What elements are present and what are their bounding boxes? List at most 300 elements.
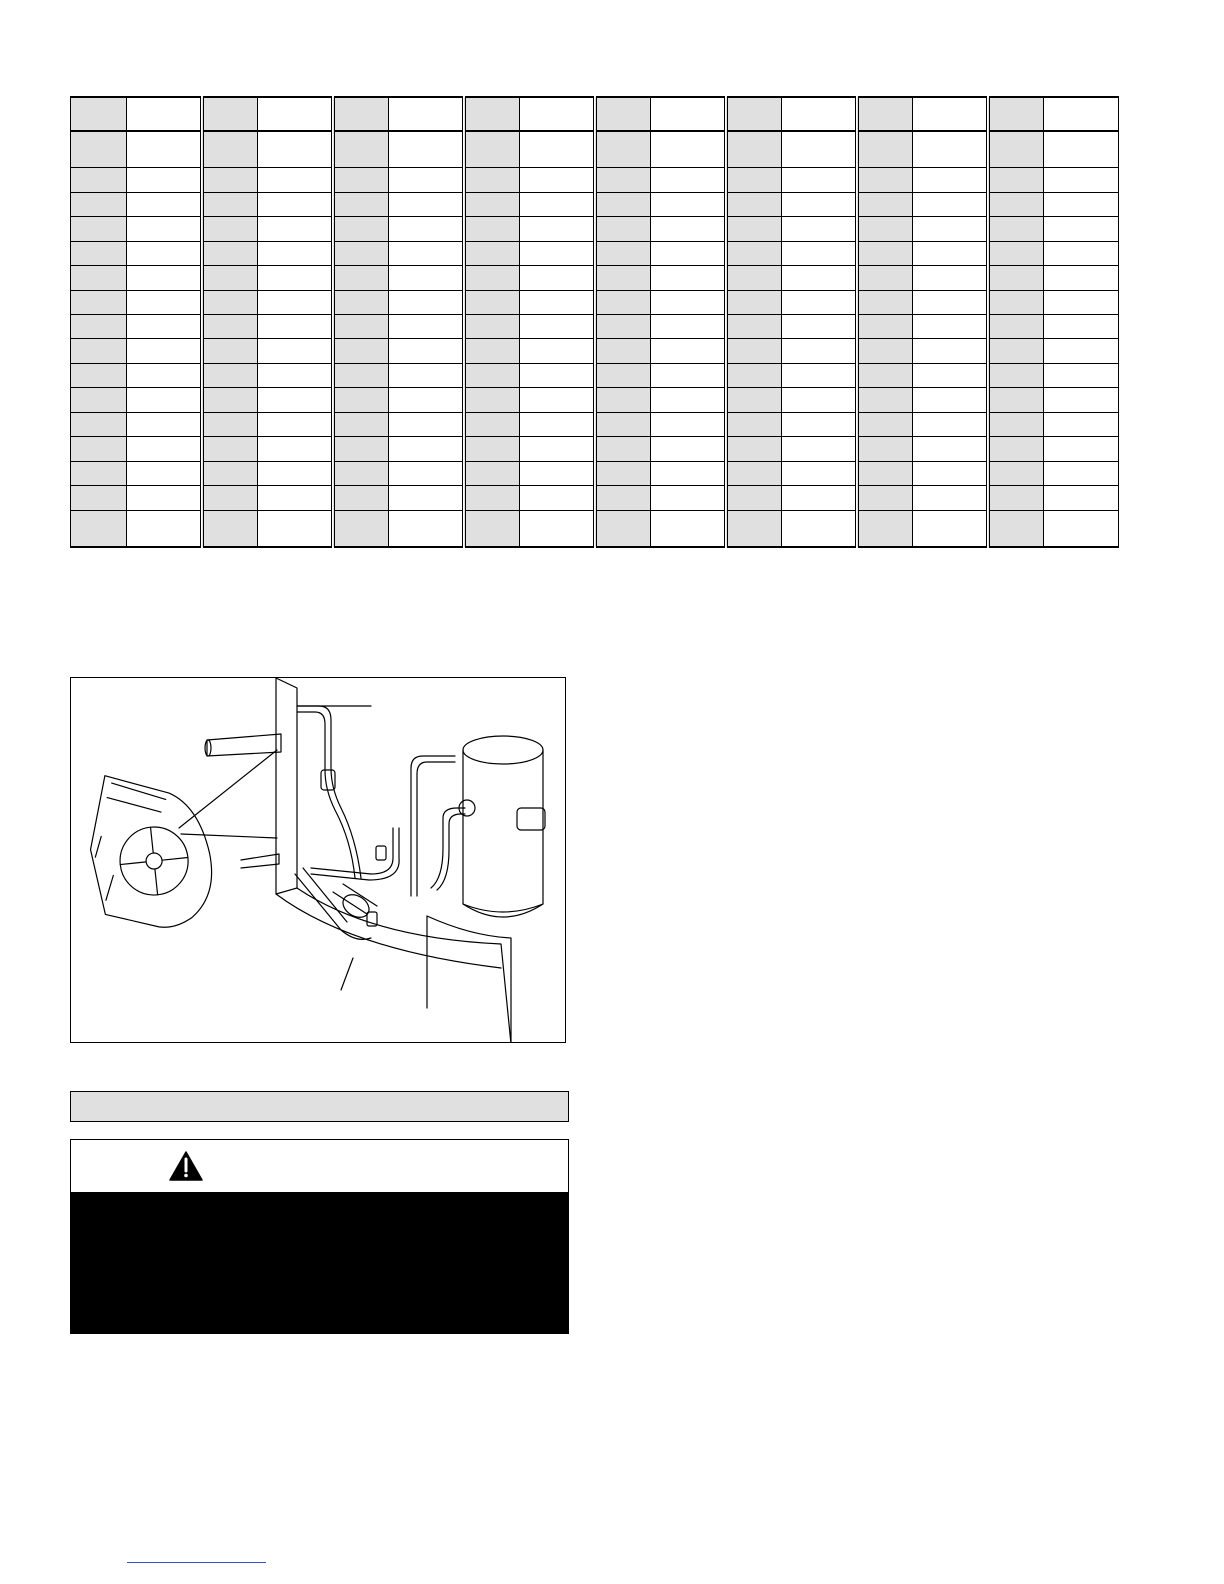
table-value-cell — [389, 192, 464, 216]
table-value-cell — [389, 131, 464, 168]
table-value-cell — [520, 290, 595, 314]
table-value-cell — [913, 131, 988, 168]
table-key-cell — [333, 486, 389, 510]
table-header-cell — [988, 97, 1044, 131]
table-value-cell — [782, 266, 857, 290]
table-value-cell — [258, 315, 333, 339]
table-value-cell — [258, 437, 333, 461]
table-value-cell — [258, 412, 333, 436]
table-key-cell — [333, 437, 389, 461]
table-row — [71, 241, 1119, 265]
table-value-cell — [389, 510, 464, 547]
table-value-cell — [258, 510, 333, 547]
table-key-cell — [857, 168, 913, 192]
table-value-cell — [782, 168, 857, 192]
table-value-cell — [913, 217, 988, 241]
table-key-cell — [333, 266, 389, 290]
table-row — [71, 217, 1119, 241]
table-value-cell — [258, 363, 333, 387]
table-key-cell — [333, 339, 389, 363]
table-key-cell — [464, 315, 520, 339]
table-key-cell — [595, 192, 651, 216]
table-key-cell — [71, 363, 127, 387]
table-key-cell — [857, 241, 913, 265]
table-value-cell — [1044, 131, 1119, 168]
table-value-cell — [651, 388, 726, 412]
access-panel-cover — [83, 766, 217, 935]
table-value-cell — [1044, 168, 1119, 192]
table-value-cell — [389, 315, 464, 339]
footer-link[interactable] — [127, 1552, 266, 1563]
table-value-cell — [520, 437, 595, 461]
table-header-cell — [464, 97, 520, 131]
table-key-cell — [464, 510, 520, 547]
table-key-cell — [988, 266, 1044, 290]
table-value-cell — [1044, 363, 1119, 387]
table-value-cell — [782, 412, 857, 436]
table-key-cell — [464, 388, 520, 412]
table-key-cell — [726, 290, 782, 314]
table-key-cell — [857, 461, 913, 485]
table-key-cell — [595, 363, 651, 387]
table-value-cell — [389, 412, 464, 436]
table-key-cell — [595, 131, 651, 168]
table-row — [71, 266, 1119, 290]
warning-body — [71, 1192, 568, 1333]
table-key-cell — [726, 168, 782, 192]
table-key-cell — [595, 241, 651, 265]
table-key-cell — [726, 315, 782, 339]
unit-illustration-figure — [70, 677, 566, 1043]
table-value-cell — [782, 315, 857, 339]
table-key-cell — [333, 217, 389, 241]
table-value-cell — [389, 437, 464, 461]
table-key-cell — [202, 388, 258, 412]
table-key-cell — [71, 486, 127, 510]
table-key-cell — [202, 217, 258, 241]
table-value-cell — [651, 131, 726, 168]
table-key-cell — [333, 461, 389, 485]
table-key-cell — [988, 486, 1044, 510]
table-value-cell — [520, 168, 595, 192]
table-key-cell — [988, 510, 1044, 547]
table-key-cell — [464, 217, 520, 241]
table-key-cell — [202, 241, 258, 265]
table-key-cell — [595, 266, 651, 290]
table-value-cell — [782, 486, 857, 510]
table-value-cell — [127, 363, 202, 387]
table-value-cell — [389, 363, 464, 387]
table-header-cell — [857, 97, 913, 131]
table-key-cell — [71, 217, 127, 241]
table-value-cell — [913, 510, 988, 547]
table-key-cell — [71, 315, 127, 339]
table-key-cell — [202, 266, 258, 290]
table-value-cell — [913, 486, 988, 510]
table-value-cell — [520, 339, 595, 363]
table-value-cell — [651, 461, 726, 485]
table-key-cell — [71, 461, 127, 485]
table-key-cell — [595, 315, 651, 339]
table-key-cell — [857, 363, 913, 387]
table-key-cell — [464, 241, 520, 265]
table-key-cell — [726, 192, 782, 216]
table-key-cell — [333, 412, 389, 436]
table-key-cell — [202, 192, 258, 216]
table-key-cell — [333, 510, 389, 547]
table-value-cell — [913, 241, 988, 265]
table-key-cell — [857, 437, 913, 461]
table-key-cell — [595, 290, 651, 314]
table-value-cell — [520, 461, 595, 485]
compressor-tank — [459, 736, 545, 917]
table-key-cell — [202, 131, 258, 168]
table-key-cell — [726, 486, 782, 510]
table-key-cell — [595, 510, 651, 547]
table-key-cell — [726, 266, 782, 290]
table-value-cell — [782, 290, 857, 314]
table-value-cell — [782, 363, 857, 387]
table-value-cell — [127, 241, 202, 265]
table-value-cell — [1044, 388, 1119, 412]
table-value-cell — [913, 437, 988, 461]
table-key-cell — [595, 486, 651, 510]
table-row — [71, 461, 1119, 485]
table-key-cell — [333, 290, 389, 314]
table-key-cell — [71, 510, 127, 547]
table-key-cell — [988, 412, 1044, 436]
table-value-cell — [389, 217, 464, 241]
table-key-cell — [464, 290, 520, 314]
table-key-cell — [857, 339, 913, 363]
table-value-cell — [651, 266, 726, 290]
table-value-cell — [520, 412, 595, 436]
table-key-cell — [333, 388, 389, 412]
table-value-cell — [1044, 241, 1119, 265]
table-value-cell — [1044, 510, 1119, 547]
table-key-cell — [988, 363, 1044, 387]
table-row — [71, 339, 1119, 363]
table-value-cell — [782, 510, 857, 547]
table-value-cell — [520, 315, 595, 339]
table-key-cell — [988, 315, 1044, 339]
table-value-cell — [389, 241, 464, 265]
table-key-cell — [333, 131, 389, 168]
table-value-cell — [389, 266, 464, 290]
table-key-cell — [464, 363, 520, 387]
table-key-cell — [857, 266, 913, 290]
table-row — [71, 363, 1119, 387]
table-key-cell — [857, 217, 913, 241]
table-value-cell — [913, 412, 988, 436]
refrigerant-piping — [295, 706, 465, 939]
table-key-cell — [333, 168, 389, 192]
table-value-cell — [127, 168, 202, 192]
table-value-cell — [127, 266, 202, 290]
table-value-cell — [258, 217, 333, 241]
table-key-cell — [988, 131, 1044, 168]
table-value-cell — [127, 486, 202, 510]
table-row — [71, 315, 1119, 339]
table-value-cell — [1044, 266, 1119, 290]
table-value-cell — [520, 192, 595, 216]
table-header-row — [71, 97, 1119, 131]
table-value-cell — [1044, 486, 1119, 510]
table-value-cell — [782, 192, 857, 216]
table-key-cell — [71, 266, 127, 290]
table-key-cell — [71, 437, 127, 461]
table-value-cell — [127, 192, 202, 216]
table-value-cell — [651, 412, 726, 436]
table-key-cell — [71, 131, 127, 168]
table-value-cell — [651, 241, 726, 265]
table-key-cell — [988, 241, 1044, 265]
table-value-cell — [913, 192, 988, 216]
table-key-cell — [595, 412, 651, 436]
table-key-cell — [71, 388, 127, 412]
table-key-cell — [988, 192, 1044, 216]
table-value-cell — [520, 510, 595, 547]
table-key-cell — [202, 412, 258, 436]
service-valves — [205, 734, 281, 868]
table-value-cell — [258, 266, 333, 290]
table-key-cell — [202, 315, 258, 339]
table-value-cell — [782, 461, 857, 485]
cabinet-panel — [276, 678, 511, 1043]
table-key-cell — [595, 339, 651, 363]
table-value-cell — [389, 290, 464, 314]
table-value-cell — [258, 388, 333, 412]
table-row — [71, 290, 1119, 314]
table-value-cell — [913, 388, 988, 412]
table-key-cell — [726, 412, 782, 436]
table-key-cell — [202, 290, 258, 314]
table-key-cell — [71, 241, 127, 265]
table-value-cell — [913, 461, 988, 485]
table-header-cell — [202, 97, 258, 131]
table-key-cell — [71, 412, 127, 436]
table-key-cell — [202, 461, 258, 485]
table-value-cell — [651, 437, 726, 461]
table-value-cell — [1044, 461, 1119, 485]
table-header-cell — [258, 97, 333, 131]
table-key-cell — [857, 131, 913, 168]
table-value-cell — [1044, 412, 1119, 436]
table-value-cell — [651, 363, 726, 387]
table-value-cell — [258, 168, 333, 192]
table-value-cell — [913, 290, 988, 314]
table-key-cell — [464, 412, 520, 436]
table-value-cell — [520, 486, 595, 510]
table-header-cell — [71, 97, 127, 131]
table-key-cell — [988, 461, 1044, 485]
table-key-cell — [726, 461, 782, 485]
table-key-cell — [726, 241, 782, 265]
table-value-cell — [258, 290, 333, 314]
table-value-cell — [520, 266, 595, 290]
table-value-cell — [651, 168, 726, 192]
table-value-cell — [258, 131, 333, 168]
table-header-cell — [333, 97, 389, 131]
table-key-cell — [464, 266, 520, 290]
warning-header — [71, 1140, 568, 1192]
table-value-cell — [1044, 437, 1119, 461]
table-key-cell — [988, 339, 1044, 363]
table-key-cell — [726, 339, 782, 363]
table-value-cell — [520, 363, 595, 387]
warning-triangle-icon — [169, 1151, 203, 1181]
table-key-cell — [988, 168, 1044, 192]
table-value-cell — [913, 266, 988, 290]
table-header-cell — [651, 97, 726, 131]
table-key-cell — [333, 241, 389, 265]
table-key-cell — [726, 510, 782, 547]
table-value-cell — [913, 363, 988, 387]
table-row — [71, 510, 1119, 547]
table-key-cell — [726, 363, 782, 387]
table-value-cell — [651, 290, 726, 314]
table-key-cell — [595, 388, 651, 412]
table-key-cell — [464, 461, 520, 485]
table-key-cell — [464, 131, 520, 168]
table-key-cell — [857, 315, 913, 339]
table-key-cell — [333, 192, 389, 216]
table-key-cell — [333, 363, 389, 387]
table-key-cell — [202, 486, 258, 510]
table-value-cell — [127, 339, 202, 363]
table-key-cell — [595, 217, 651, 241]
table-key-cell — [71, 290, 127, 314]
table-value-cell — [1044, 217, 1119, 241]
table-value-cell — [127, 412, 202, 436]
table-key-cell — [857, 486, 913, 510]
table-value-cell — [782, 241, 857, 265]
table-key-cell — [595, 437, 651, 461]
table-value-cell — [913, 339, 988, 363]
table-value-cell — [127, 290, 202, 314]
table-row — [71, 192, 1119, 216]
table-value-cell — [782, 339, 857, 363]
table-value-cell — [782, 217, 857, 241]
data-table — [70, 96, 1119, 548]
filter-drier — [333, 884, 377, 922]
table-value-cell — [389, 339, 464, 363]
table-key-cell — [464, 192, 520, 216]
table-key-cell — [595, 461, 651, 485]
table-key-cell — [464, 339, 520, 363]
table-header-cell — [782, 97, 857, 131]
table-value-cell — [258, 339, 333, 363]
table-key-cell — [464, 168, 520, 192]
table-key-cell — [333, 315, 389, 339]
table-value-cell — [520, 131, 595, 168]
table-key-cell — [464, 437, 520, 461]
table-key-cell — [988, 388, 1044, 412]
table-key-cell — [857, 388, 913, 412]
table-row — [71, 412, 1119, 436]
table-key-cell — [857, 510, 913, 547]
table-header-cell — [726, 97, 782, 131]
table-row — [71, 388, 1119, 412]
table-value-cell — [782, 388, 857, 412]
table-value-cell — [1044, 339, 1119, 363]
table-row — [71, 486, 1119, 510]
warning-box — [70, 1139, 569, 1334]
table-key-cell — [988, 217, 1044, 241]
table-value-cell — [258, 486, 333, 510]
table-value-cell — [651, 486, 726, 510]
table-row — [71, 437, 1119, 461]
table-value-cell — [520, 217, 595, 241]
table-header-cell — [127, 97, 202, 131]
table-key-cell — [726, 437, 782, 461]
table-header-cell — [595, 97, 651, 131]
table-key-cell — [857, 290, 913, 314]
section-heading-bar — [70, 1091, 569, 1122]
table-value-cell — [1044, 315, 1119, 339]
table-value-cell — [651, 217, 726, 241]
table-row — [71, 131, 1119, 168]
table-key-cell — [595, 168, 651, 192]
table-key-cell — [202, 363, 258, 387]
table-header-cell — [389, 97, 464, 131]
table-value-cell — [913, 168, 988, 192]
table-value-cell — [127, 510, 202, 547]
table-key-cell — [71, 192, 127, 216]
table-key-cell — [71, 339, 127, 363]
table-value-cell — [651, 192, 726, 216]
table-key-cell — [202, 339, 258, 363]
table-value-cell — [258, 461, 333, 485]
table-value-cell — [127, 315, 202, 339]
table-key-cell — [464, 486, 520, 510]
table-key-cell — [726, 217, 782, 241]
table-header-cell — [913, 97, 988, 131]
table-key-cell — [202, 510, 258, 547]
table-value-cell — [258, 192, 333, 216]
table-key-cell — [202, 437, 258, 461]
table-value-cell — [127, 217, 202, 241]
table-key-cell — [988, 290, 1044, 314]
table-value-cell — [389, 486, 464, 510]
table-key-cell — [202, 168, 258, 192]
table-key-cell — [988, 437, 1044, 461]
table-value-cell — [520, 241, 595, 265]
table-value-cell — [1044, 192, 1119, 216]
table-row — [71, 168, 1119, 192]
table-key-cell — [857, 412, 913, 436]
table-value-cell — [258, 241, 333, 265]
table-value-cell — [651, 315, 726, 339]
table-value-cell — [389, 461, 464, 485]
table-value-cell — [651, 339, 726, 363]
table-value-cell — [782, 131, 857, 168]
table-value-cell — [913, 315, 988, 339]
table-header-cell — [520, 97, 595, 131]
table-value-cell — [127, 131, 202, 168]
table-key-cell — [726, 131, 782, 168]
table-key-cell — [857, 192, 913, 216]
table-value-cell — [389, 388, 464, 412]
table-value-cell — [782, 437, 857, 461]
table-value-cell — [127, 461, 202, 485]
table-key-cell — [71, 168, 127, 192]
table-value-cell — [127, 437, 202, 461]
table-value-cell — [127, 388, 202, 412]
table-value-cell — [389, 168, 464, 192]
table-value-cell — [1044, 290, 1119, 314]
table-value-cell — [520, 388, 595, 412]
